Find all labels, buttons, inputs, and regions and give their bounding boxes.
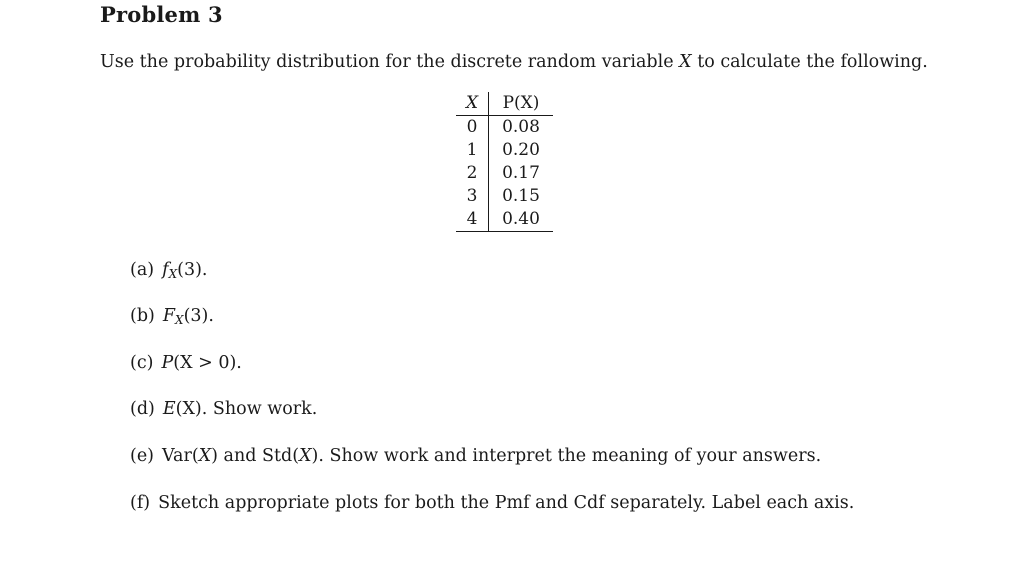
cell-p: 0.08 [502,117,540,137]
question-f-text: Sketch appropriate plots for both the Pmf and Cdf separately. Label each axis. [158,493,855,513]
question-a-sub: X [168,267,178,281]
cell-x: 0 [456,116,489,140]
table-row [456,139,553,162]
question-e [130,446,821,466]
question-a-arg: (3). [177,260,208,280]
question-b-func: F [162,306,176,326]
question-b-arg: (3). [183,306,214,326]
cell-x: 2 [456,162,489,185]
question-c-math: P [161,353,174,373]
question-e-text-3: ). Show work and interpret the meaning of your answers. [311,446,822,466]
cell-x: 4 [456,208,489,232]
intro-text-2: to calculate the following. [697,52,928,72]
header-x: X [456,92,489,116]
question-a-func: f [162,260,169,280]
question-d-text: Show work. [212,399,318,419]
question-f [130,493,854,513]
cell-x: 3 [456,185,489,208]
question-e-var-2: X [299,446,312,466]
table-row [456,208,553,232]
question-c-arg: (X > 0). [173,353,242,373]
header-p [489,92,554,116]
table-header-row [456,92,553,116]
cell-p: 0.40 [489,208,554,232]
header-p-text: P(X) [502,93,540,113]
intro-text-1: Use the probability distribution for the discrete random variable [100,52,674,72]
question-a-label: (a) [130,260,155,280]
question-e-label: (e) [130,446,155,466]
intro-variable: X [679,52,692,72]
question-e-text-1: Var( [162,446,199,466]
question-e-var-1: X [198,446,212,466]
question-d [130,399,317,419]
question-b-sub: X [175,313,184,327]
question-d-label: (d) [130,399,155,419]
problem-title: Problem 3 [100,2,223,27]
cell-x: 1 [456,139,489,162]
question-b [130,306,214,326]
table-row [456,185,553,208]
question-e-text-2: ) and Std( [211,446,300,466]
problem-intro [100,52,928,72]
table-row [456,116,553,140]
distribution-table [456,92,553,232]
cell-p: 0.17 [502,163,540,183]
question-f-label: (f) [130,493,151,513]
table-row [456,162,553,185]
cell-p: 0.15 [502,186,540,206]
question-c-label: (c) [130,353,154,373]
question-d-math: E [162,399,176,419]
question-c [130,353,242,373]
question-b-label: (b) [130,306,155,326]
question-d-arg: (X). [175,399,208,419]
cell-p: 0.20 [502,140,540,160]
question-a [130,260,207,280]
